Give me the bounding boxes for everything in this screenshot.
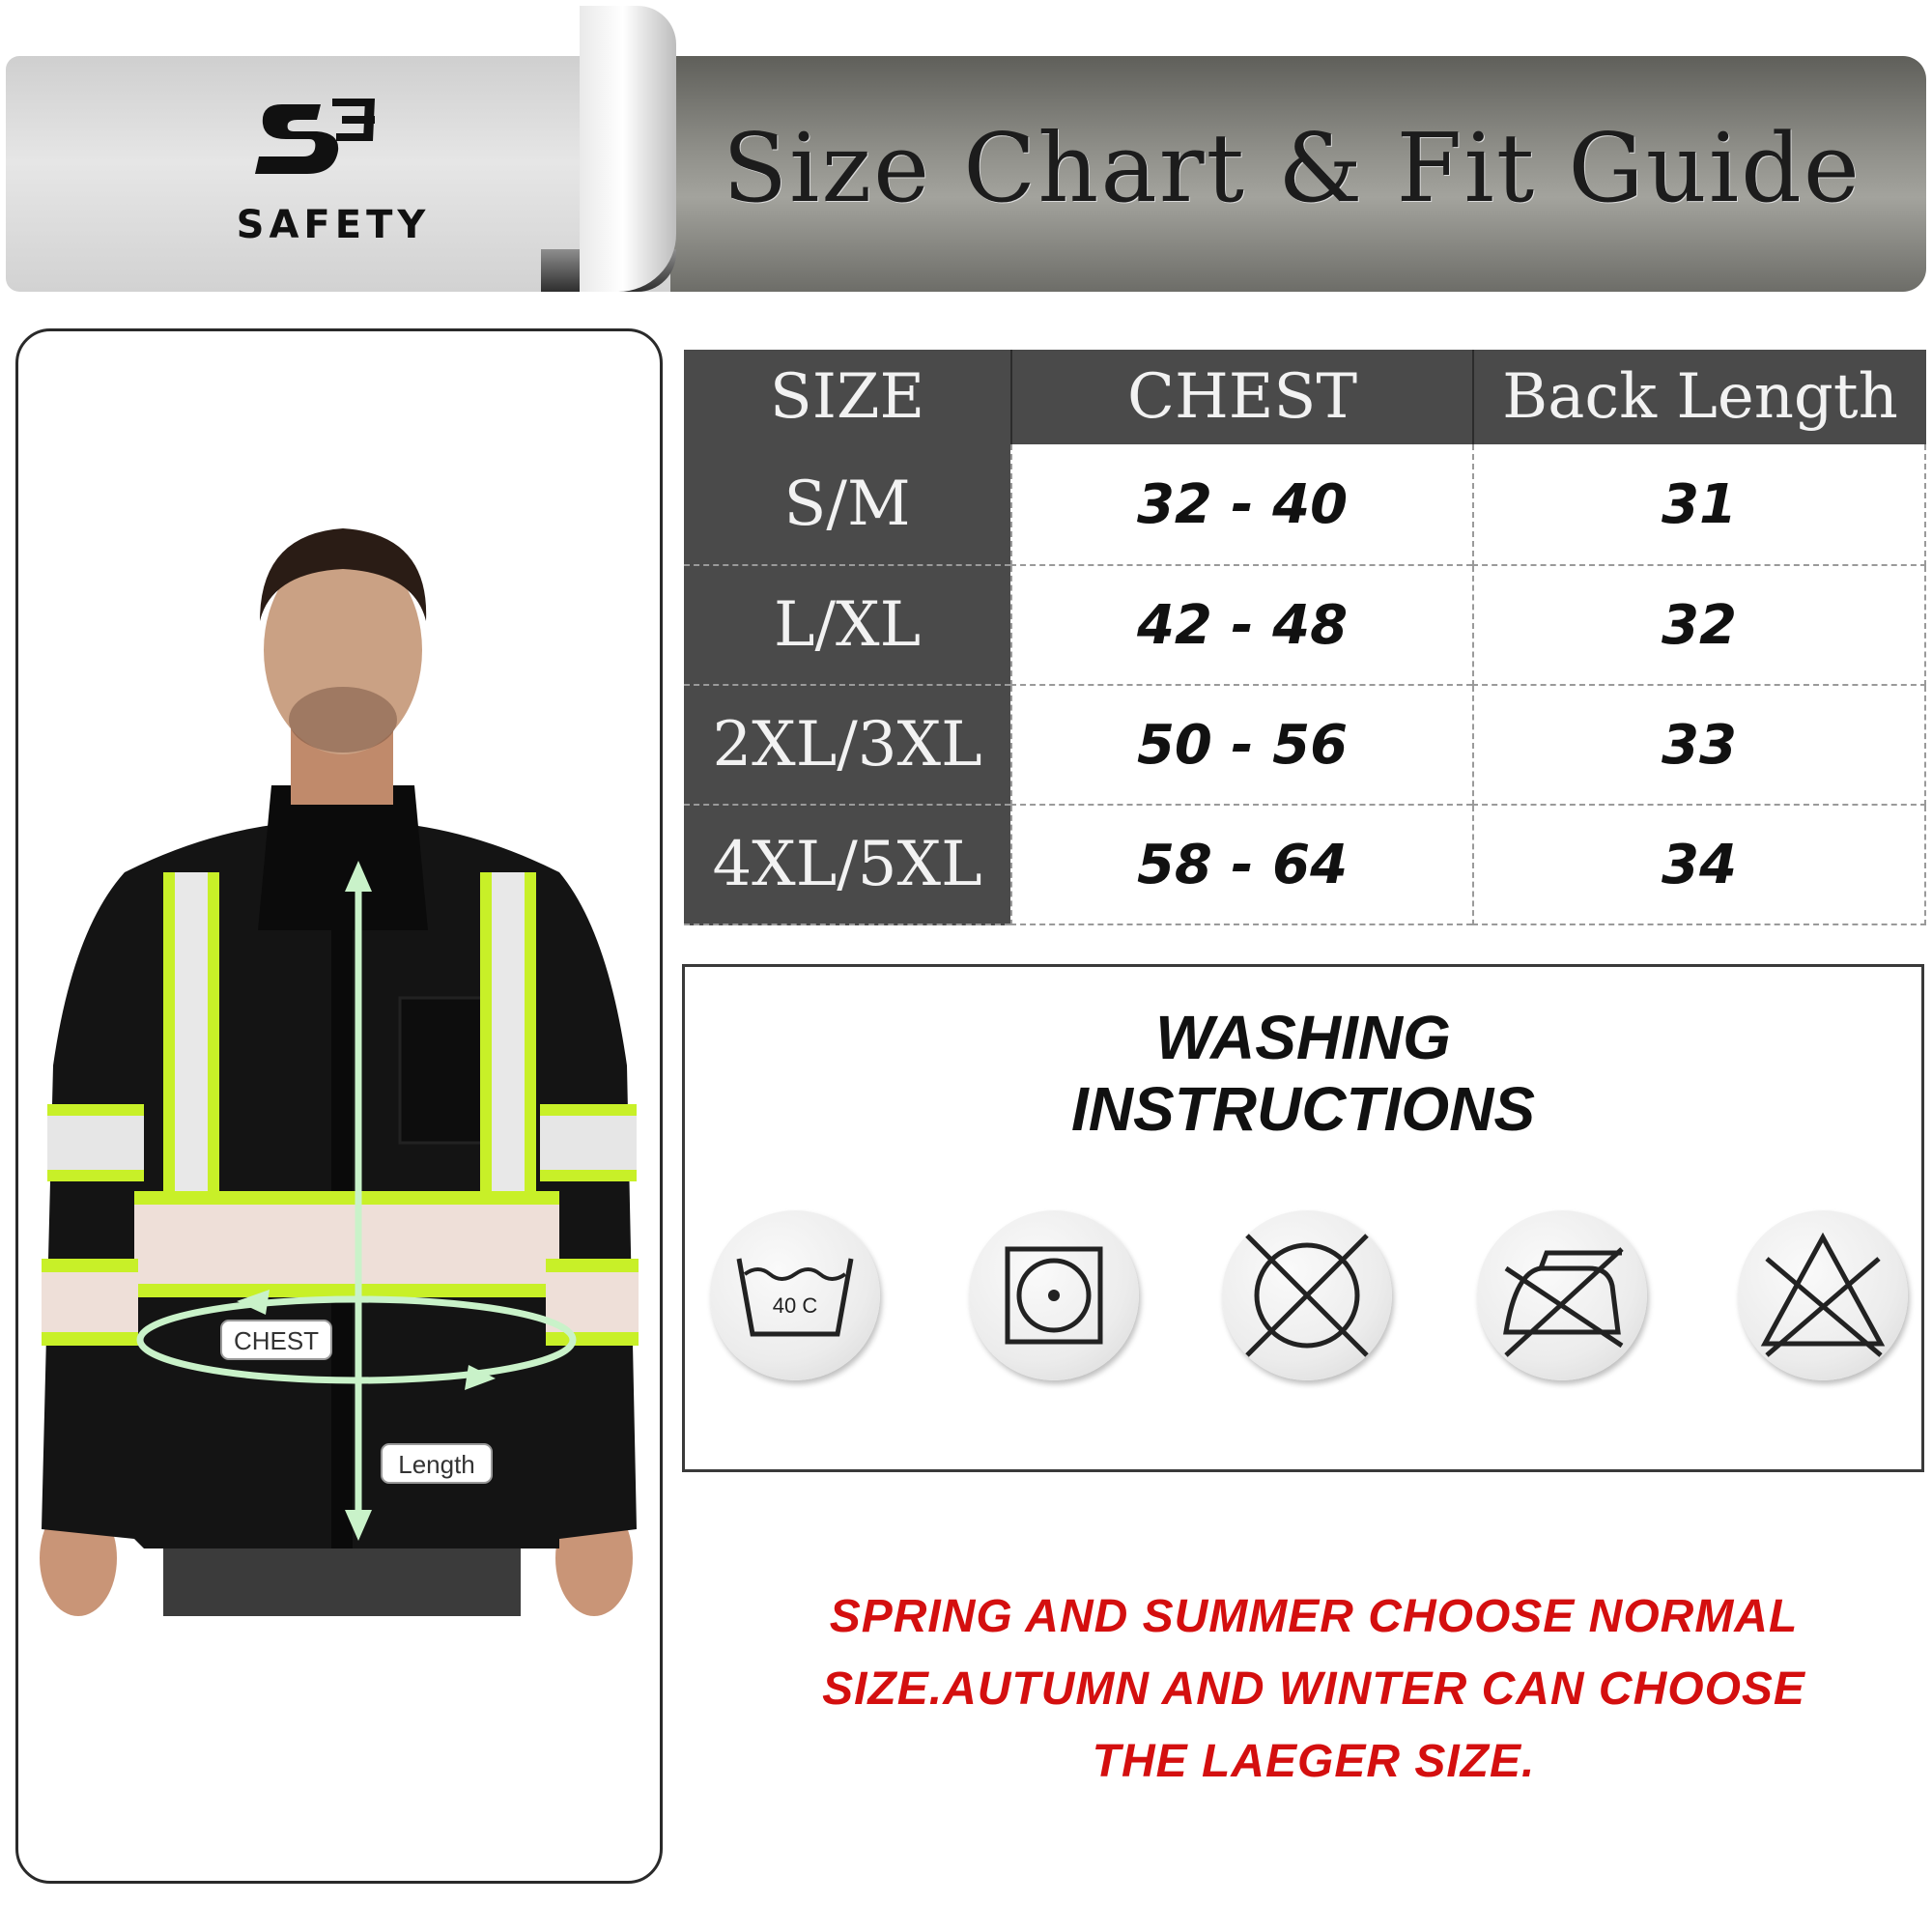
do-not-dry-clean-icon <box>1222 1210 1392 1380</box>
length-label: Length <box>398 1450 475 1479</box>
sizing-note <box>763 1580 1864 1798</box>
size-cell: 2XL/3XL <box>684 686 1010 806</box>
model-photo-panel <box>15 328 663 1884</box>
banner-curl <box>580 6 676 292</box>
tumble-dry-icon <box>969 1210 1139 1380</box>
chest-label: CHEST <box>233 1326 320 1355</box>
back-length-cell: 31 <box>1472 444 1926 566</box>
table-row <box>684 444 1926 566</box>
size-cell: S/M <box>684 444 1010 566</box>
back-length-cell: 33 <box>1472 686 1926 806</box>
header-size: SIZE <box>684 350 1010 444</box>
page-title: Size Chart & Fit Guide <box>723 114 1861 224</box>
size-chart-table <box>684 350 1926 925</box>
sizing-note-line3: THE LAEGER SIZE. <box>1092 1736 1536 1787</box>
size-cell: 4XL/5XL <box>684 806 1010 925</box>
brand-logo-icon <box>253 97 408 184</box>
washing-title <box>685 1002 1921 1145</box>
wash-40c-icon <box>710 1210 880 1380</box>
back-length-cell: 34 <box>1472 806 1926 925</box>
header-chest: CHEST <box>1010 350 1472 444</box>
table-row <box>684 806 1926 925</box>
wash-temperature-label: 40 C <box>772 1293 818 1318</box>
washing-instructions-box <box>682 964 1924 1472</box>
washing-title-line1: WASHING <box>1155 1003 1451 1072</box>
do-not-bleach-icon <box>1738 1210 1908 1380</box>
jacket-model-illustration <box>18 331 663 1884</box>
table-row <box>684 686 1926 806</box>
back-length-cell: 32 <box>1472 566 1926 686</box>
chest-cell: 42 - 48 <box>1010 566 1472 686</box>
chest-cell: 32 - 40 <box>1010 444 1472 566</box>
size-cell: L/XL <box>684 566 1010 686</box>
sizing-note-line1: SPRING AND SUMMER CHOOSE NORMAL <box>829 1591 1799 1642</box>
chest-cell: 58 - 64 <box>1010 806 1472 925</box>
do-not-iron-icon <box>1477 1210 1647 1380</box>
brand-name: SAFETY <box>236 203 431 247</box>
header-back-length: Back Length <box>1472 350 1926 444</box>
table-row <box>684 566 1926 686</box>
chest-cell: 50 - 56 <box>1010 686 1472 806</box>
sizing-note-line2: SIZE.AUTUMN AND WINTER CAN CHOOSE <box>822 1663 1805 1715</box>
washing-title-line2: INSTRUCTIONS <box>1071 1074 1535 1144</box>
